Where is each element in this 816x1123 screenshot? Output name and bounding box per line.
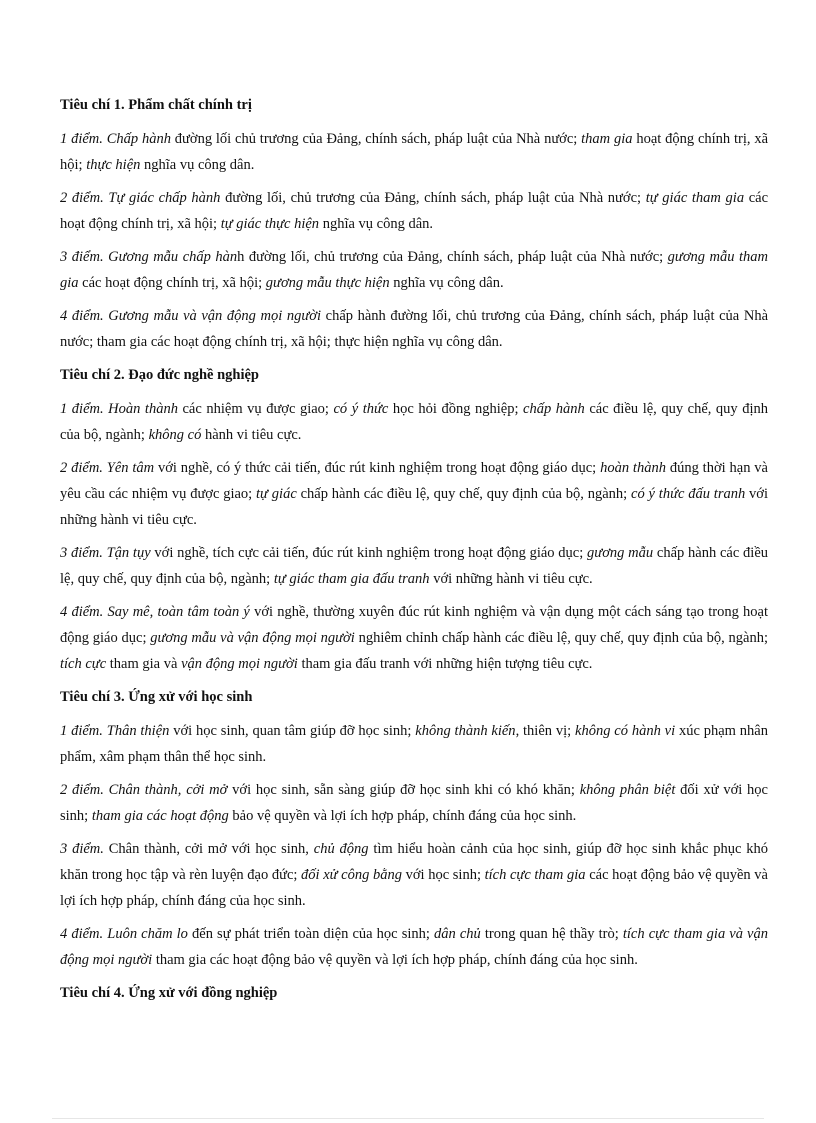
score-label: 1 điểm. bbox=[60, 401, 104, 417]
page-bottom-divider bbox=[52, 1118, 764, 1119]
criterion-3-level-4: 4 điểm. Luôn chăm lo đến sự phát triển toàn diện của học sinh; dân chủ trong quan hệ thầy trò; tích cực tham gia và vận động mọi người tham gia các hoạt động bảo vệ quyền và lợi ích hợp pháp, chính đáng của học sinh. bbox=[60, 926, 768, 968]
score-label: 1 điểm. bbox=[60, 723, 103, 739]
criterion-1-level-2: 2 điểm. Tự giác chấp hành đường lối, chủ trương của Đảng, chính sách, pháp luật của Nhà nước; tự giác tham gia các hoạt động chính trị, xã hội; tự giác thực hiện nghĩa vụ công dân. bbox=[60, 190, 769, 232]
criterion-2-level-3: 3 điểm. Tận tụy với nghề, tích cực cải tiến, đúc rút kinh nghiệm trong hoạt động giáo dục; gương mẫu chấp hành các điều lệ, quy chế, quy định của bộ, ngành; tự giác tham gia đấu tranh với những hành vi tiêu cực. bbox=[60, 545, 769, 587]
score-label: 3 điểm. bbox=[60, 841, 104, 857]
criterion-1-level-1: 1 điểm. Chấp hành đường lối chủ trương của Đảng, chính sách, pháp luật của Nhà nước; tham gia hoạt động chính trị, xã hội; thực hiện nghĩa vụ công dân. bbox=[60, 131, 769, 173]
criterion-3-level-1: 1 điểm. Thân thiện với học sinh, quan tâm giúp đỡ học sinh; không thành kiến, thiên vị; không có hành vi xúc phạm nhân phẩm, xâm phạm thân thể học sinh. bbox=[60, 723, 768, 765]
score-label: 2 điểm. bbox=[60, 190, 104, 206]
criterion-3-level-3: 3 điểm. Chân thành, cởi mở với học sinh, chủ động tìm hiểu hoàn cảnh của học sinh, giúp đỡ học sinh khắc phục khó khăn trong học tập và rèn luyện đạo đức; đối xử công bằng với học sinh; tích cực tham gia các hoạt động bảo vệ quyền và lợi ích hợp pháp, chính đáng của học sinh. bbox=[60, 841, 769, 909]
score-label: 4 điểm. bbox=[60, 308, 104, 324]
criterion-4-title: Tiêu chí 4. Ứng xử với đồng nghiệp bbox=[60, 985, 278, 1001]
criterion-2-level-1: 1 điểm. Hoàn thành các nhiệm vụ được giao; có ý thức học hỏi đồng nghiệp; chấp hành các điều lệ, quy chế, quy định của bộ, ngành; không có hành vi tiêu cực. bbox=[60, 401, 768, 443]
criterion-2-title: Tiêu chí 2. Đạo đức nghề nghiệp bbox=[60, 367, 259, 383]
criterion-2-level-2: 2 điểm. Yên tâm với nghề, có ý thức cải tiến, đúc rút kinh nghiệm trong hoạt động giáo dục; hoàn thành đúng thời hạn và yêu cầu các nhiệm vụ được giao; tự giác chấp hành các điều lệ, quy chế, quy định của bộ, ngành; có ý thức đấu tranh với những hành vi tiêu cực. bbox=[60, 460, 768, 528]
criterion-1-level-3: 3 điểm. Gương mẫu chấp hành đường lối, chủ trương của Đảng, chính sách, pháp luật của Nhà nước; gương mẫu tham gia các hoạt động chính trị, xã hội; gương mẫu thực hiện nghĩa vụ công dân. bbox=[60, 249, 769, 291]
score-label: 4 điểm. bbox=[60, 604, 104, 620]
criterion-1-title: Tiêu chí 1. Phẩm chất chính trị bbox=[60, 97, 252, 113]
document-page bbox=[60, 86, 768, 1014]
score-label: 3 điểm. bbox=[60, 249, 104, 265]
score-label: 4 điểm. bbox=[60, 926, 104, 942]
criterion-1-level-4: 4 điểm. Gương mẫu và vận động mọi người chấp hành đường lối, chủ trương của Đảng, chính sách, pháp luật của Nhà nước; tham gia các hoạt động chính trị, xã hội; thực hiện nghĩa vụ công dân. bbox=[60, 308, 769, 350]
criterion-3-title: Tiêu chí 3. Ứng xử với học sinh bbox=[60, 689, 253, 705]
score-label: 3 điểm. bbox=[60, 545, 103, 561]
criterion-2-level-4: 4 điểm. Say mê, toàn tâm toàn ý với nghề, thường xuyên đúc rút kinh nghiệm và vận dụng một cách sáng tạo trong hoạt động giáo dục; gương mẫu và vận động mọi người nghiêm chỉnh chấp hành các điều lệ, quy chế, quy định của bộ, ngành; tích cực tham gia và vận động mọi người tham gia đấu tranh với những hiện tượng tiêu cực. bbox=[60, 604, 769, 672]
score-label: 2 điểm. bbox=[60, 460, 103, 476]
score-label: 2 điểm. bbox=[60, 782, 104, 798]
criterion-3-level-2: 2 điểm. Chân thành, cởi mở với học sinh, sẵn sàng giúp đỡ học sinh khi có khó khăn; không phân biệt đối xử với học sinh; tham gia các hoạt động bảo vệ quyền và lợi ích hợp pháp, chính đáng của học sinh. bbox=[60, 782, 768, 824]
score-label: 1 điểm. bbox=[60, 131, 103, 147]
